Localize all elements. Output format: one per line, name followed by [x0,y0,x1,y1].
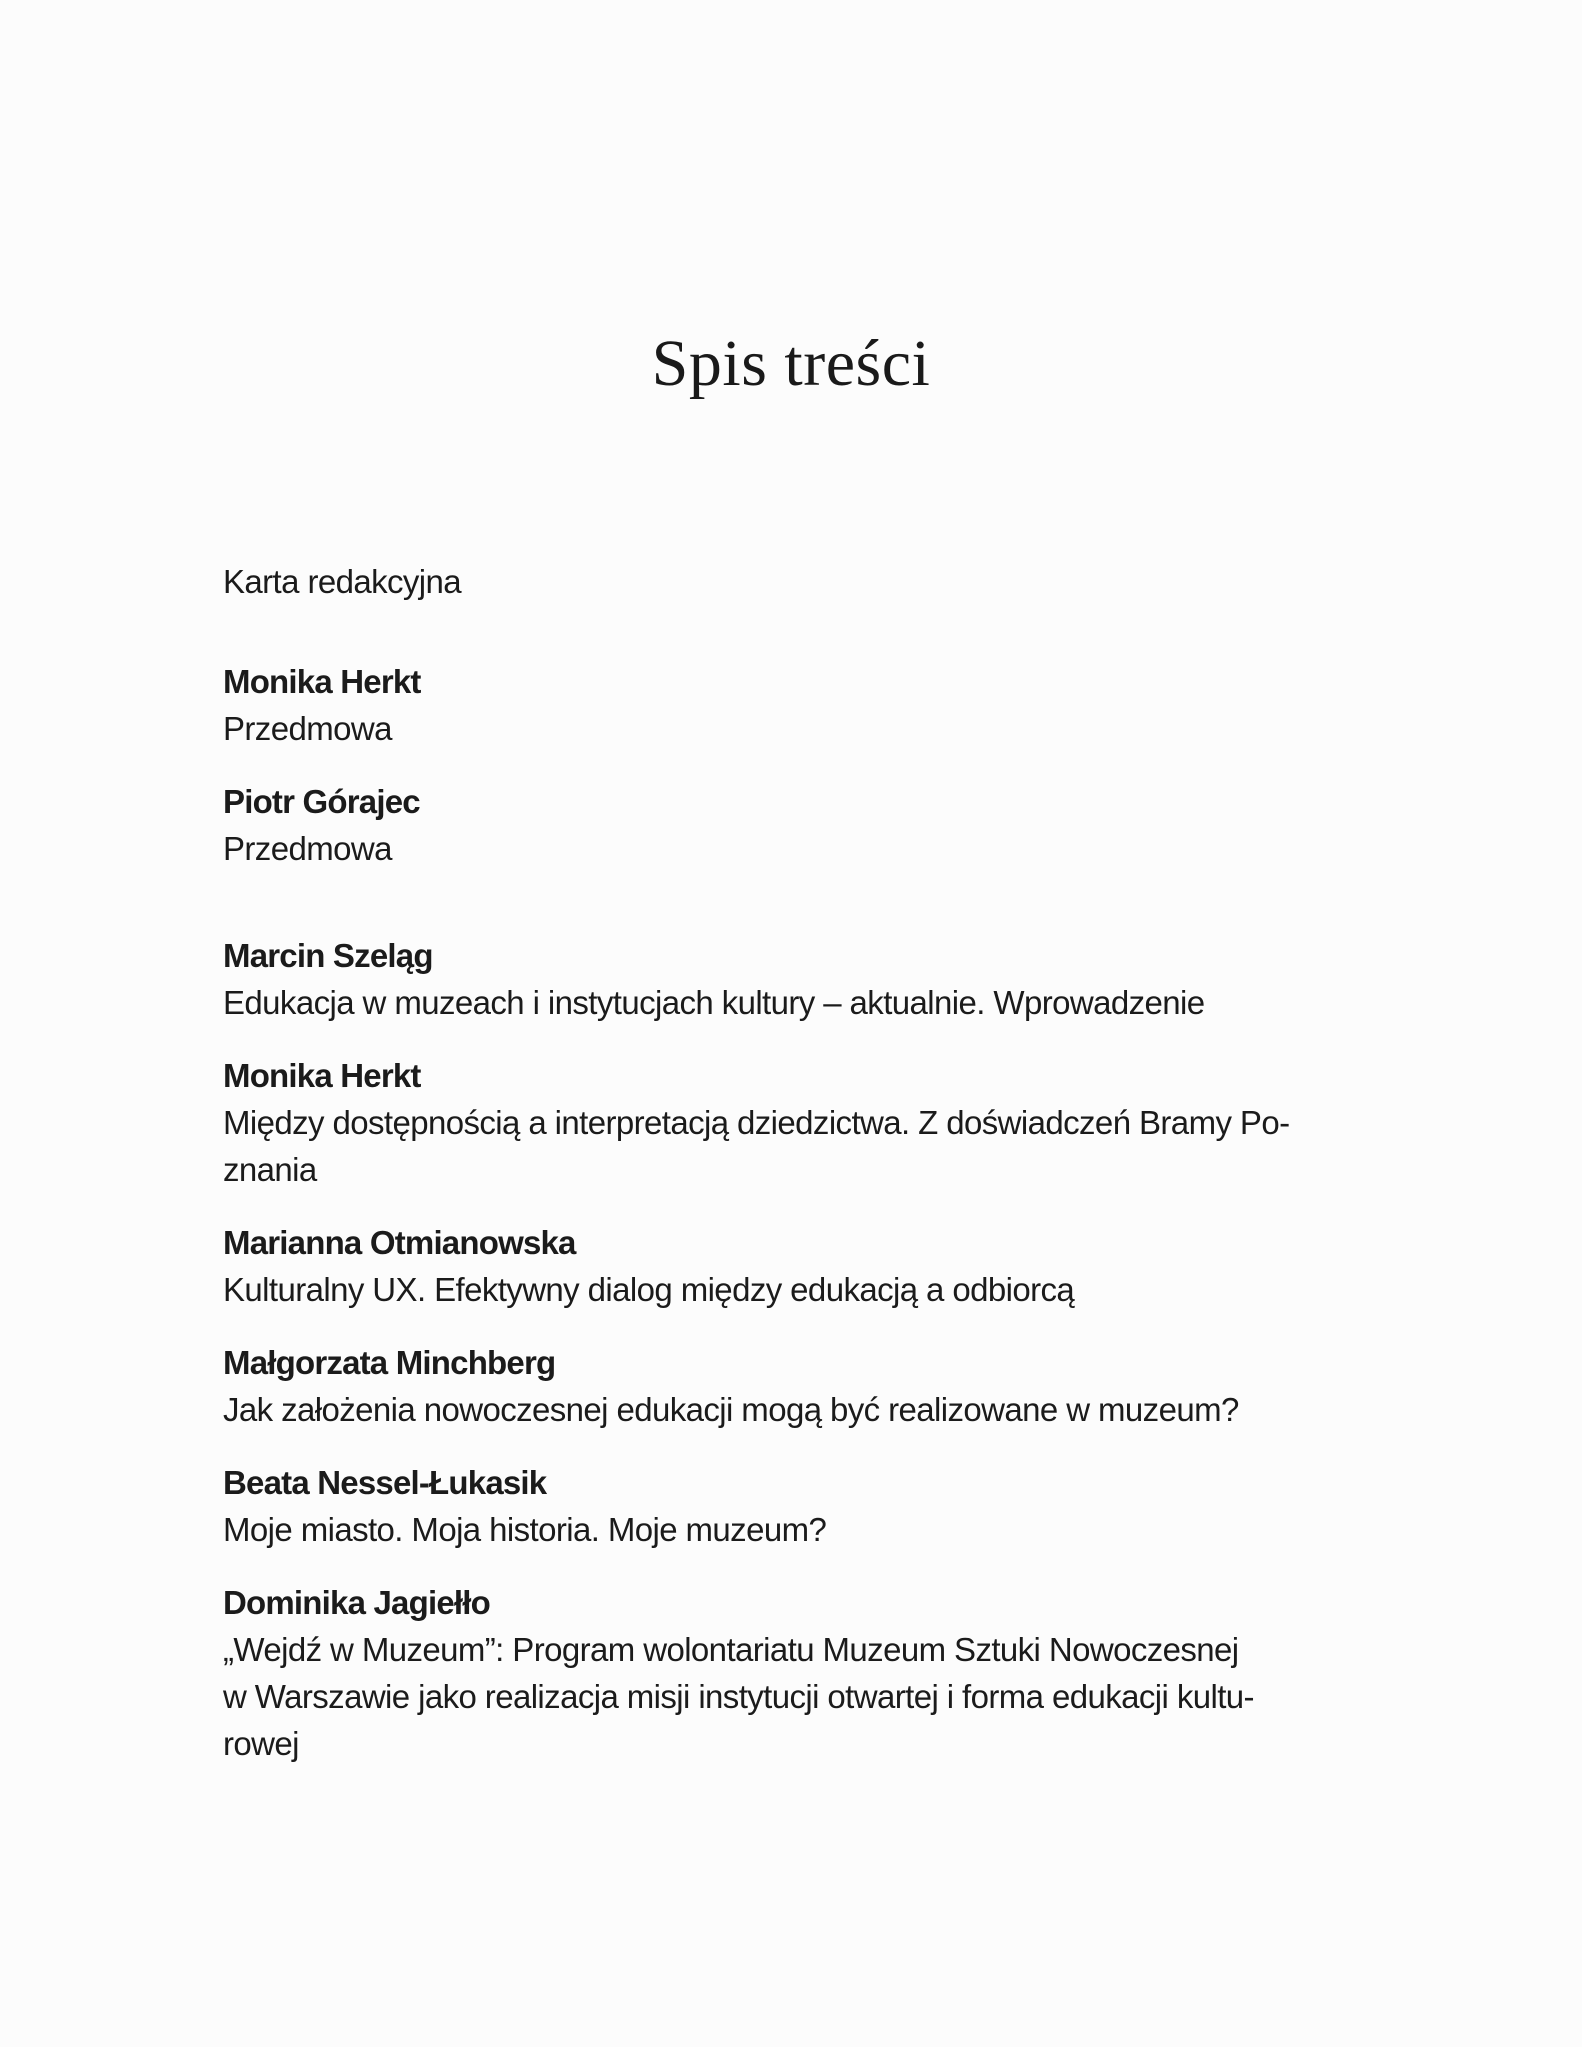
toc-entry-line: Edukacja w muzeach i instytucjach kultury – aktualnie. Wprowadzenie [223,984,1205,1021]
toc-entry-line: Przedmowa [223,710,392,747]
toc-entry[interactable] [223,1579,1383,1767]
toc-entry-line: znania [223,1151,317,1188]
table-of-contents [223,558,1383,1767]
toc-entry[interactable] [223,558,1383,605]
toc-entry-line: rowej [223,1725,299,1762]
toc-entry-author: Monika Herkt [223,1057,421,1094]
toc-entry-author: Marcin Szeląg [223,937,433,974]
toc-entry-line: Przedmowa [223,830,392,867]
toc-entry-line: Jak założenia nowoczesnej edukacji mogą być realizowane w muzeum? [223,1391,1239,1428]
toc-entry-line: Między dostępnością a interpretacją dziedzictwa. Z doświadczeń Bramy Po- [223,1104,1290,1141]
toc-entry-author: Monika Herkt [223,663,421,700]
toc-entry-author: Marianna Otmianowska [223,1224,576,1261]
toc-entry-line: „Wejdź w Muzeum”: Program wolontariatu Muzeum Sztuki Nowoczesnej [223,1631,1239,1668]
toc-entry[interactable] [223,932,1383,1026]
toc-entry[interactable] [223,658,1383,752]
toc-entry-line: Kulturalny UX. Efektywny dialog między edukacją a odbiorcą [223,1271,1075,1308]
page-title: Spis treści [651,327,931,400]
toc-entry[interactable] [223,1459,1383,1553]
toc-entry[interactable] [223,778,1383,872]
toc-entry-line: w Warszawie jako realizacja misji instytucji otwartej i forma edukacji kultu- [223,1678,1254,1715]
toc-entry-line: Moje miasto. Moja historia. Moje muzeum? [223,1511,827,1548]
toc-entry-line: Karta redakcyjna [223,563,462,600]
toc-entry-author: Małgorzata Minchberg [223,1344,556,1381]
toc-entry-author: Piotr Górajec [223,783,420,820]
toc-entry[interactable] [223,1219,1383,1313]
toc-entry-author: Beata Nessel-Łukasik [223,1464,547,1501]
toc-entry-author: Dominika Jagiełło [223,1584,490,1621]
toc-entry[interactable] [223,1052,1383,1193]
toc-entry[interactable] [223,1339,1383,1433]
